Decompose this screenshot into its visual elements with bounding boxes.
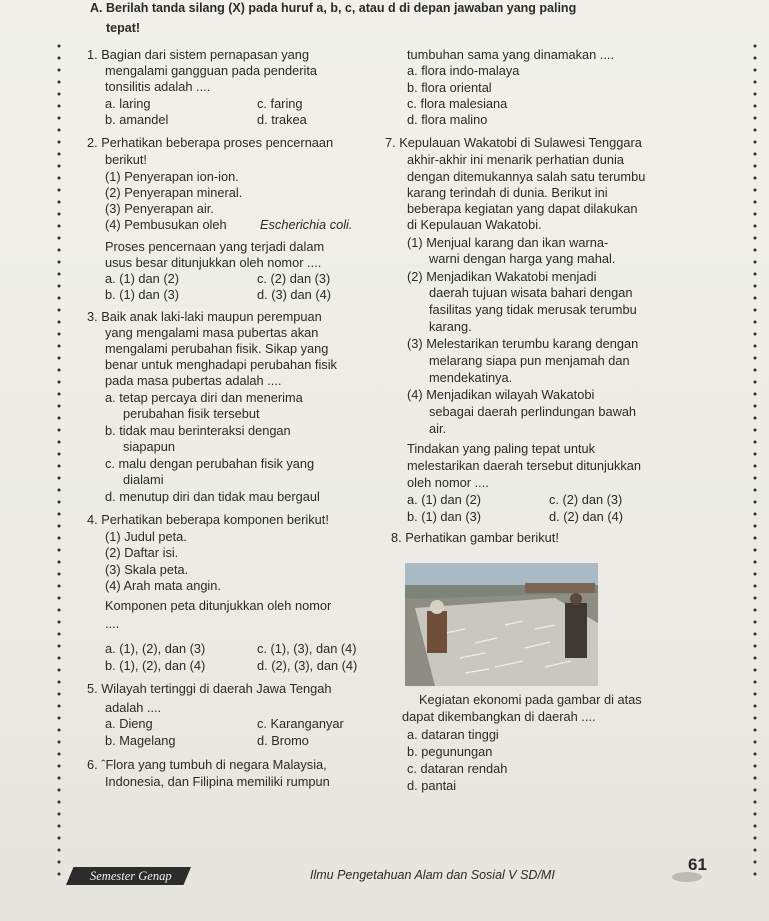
left-text-line: .... — [105, 616, 120, 631]
right-text-line: Kegiatan ekonomi pada gambar di atas — [419, 692, 642, 707]
right-text-line: a. dataran tinggi — [407, 727, 499, 742]
left-text-line: mengalami perubahan fisik. Sikap yang — [105, 341, 329, 356]
left-text-line: d. Bromo — [257, 733, 309, 748]
right-text-line: c. (2) dan (3) — [549, 492, 623, 507]
footer-semester: Semester Genap — [90, 869, 172, 883]
section-letter: A. — [90, 1, 103, 15]
right-text-line: a. (1) dan (2) — [407, 492, 481, 507]
left-text-line: a. laring — [105, 96, 151, 111]
section-instruction-cont: tepat! — [106, 21, 141, 35]
left-text-line: d. menutup diri dan tidak mau bergaul — [105, 489, 320, 504]
left-text-line: a. (1), (2), dan (3) — [105, 641, 206, 656]
right-text-line: air. — [429, 421, 447, 436]
left-text-line: pada masa pubertas adalah .... — [105, 373, 282, 388]
left-margin-dots — [56, 40, 62, 881]
right-text-line: a. flora indo-malaya — [407, 63, 520, 78]
right-text-line: mendekatinya. — [429, 370, 513, 385]
right-text-line: d. flora malino — [407, 112, 488, 127]
left-text-line: a. (1) dan (2) — [105, 271, 179, 286]
right-text-line: sebagai daerah perlindungan bawah — [429, 404, 637, 419]
right-text-line: warni dengan harga yang mahal. — [429, 251, 616, 266]
right-text-line: b. (1) dan (3) — [407, 509, 481, 524]
right-text-line: d. pantai — [407, 778, 457, 793]
right-text-line: c. flora malesiana — [407, 96, 508, 111]
left-text-line: siapapun — [123, 439, 175, 454]
left-text-line: d. trakea — [257, 112, 307, 127]
left-text-line: (3) Skala peta. — [105, 562, 189, 577]
left-text-line: (4) Pembusukan oleh — [105, 217, 227, 232]
footer-book-title: Ilmu Pengetahuan Alam dan Sosial V SD/MI — [310, 868, 555, 882]
escherichia-coli-italic: Escherichia coli. — [260, 217, 353, 232]
section-header — [90, 0, 730, 36]
left-text-line: Komponen peta ditunjukkan oleh nomor — [105, 598, 332, 613]
right-text-line: (1) Menjual karang dan ikan warna- — [407, 235, 609, 250]
left-text-line: tonsilitis adalah .... — [105, 79, 211, 94]
left-text-line: adalah .... — [105, 700, 162, 715]
right-text-line: 8. Perhatikan gambar berikut! — [391, 530, 559, 545]
left-text-line: b. amandel — [105, 112, 169, 127]
left-text-line: a. tetap percaya diri dan menerima — [105, 390, 303, 405]
left-text-line: 5. Wilayah tertinggi di daerah Jawa Tengah — [87, 681, 332, 696]
right-text-line: dengan ditemukannya salah satu terumbu — [407, 169, 646, 184]
left-text-line: perubahan fisik tersebut — [123, 406, 260, 421]
right-text-line: melestarikan daerah tersebut ditunjukkan — [407, 458, 642, 473]
right-text-line: tumbuhan sama yang dinamakan .... — [407, 47, 615, 62]
left-text-line: b. (1), (2), dan (4) — [105, 658, 206, 673]
left-text-line: b. (1) dan (3) — [105, 287, 179, 302]
fish-drying-photo — [405, 563, 598, 686]
right-text-line: c. dataran rendah — [407, 761, 508, 776]
right-text-line: di Kepulauan Wakatobi. — [407, 217, 542, 232]
left-text-line: c. Karanganyar — [257, 716, 344, 731]
left-text-line: (2) Penyerapan mineral. — [105, 185, 243, 200]
left-text-line: d. (2), (3), dan (4) — [257, 658, 358, 673]
right-text-line: 7. Kepulauan Wakatobi di Sulawesi Tenggara — [385, 135, 642, 150]
left-text-line: c. (2) dan (3) — [257, 271, 331, 286]
right-text-line: b. flora oriental — [407, 80, 492, 95]
right-text-line: beberapa kegiatan yang dapat dilakukan — [407, 201, 638, 216]
right-text-line: (2) Menjadikan Wakatobi menjadi — [407, 269, 597, 284]
left-text-line: (3) Penyerapan air. — [105, 201, 214, 216]
right-margin-dots — [752, 40, 758, 881]
page-footer — [66, 865, 746, 887]
right-text-line: oleh nomor .... — [407, 475, 489, 490]
right-text-line: d. (2) dan (4) — [549, 509, 623, 524]
right-text-line: (4) Menjadikan wilayah Wakatobi — [407, 387, 595, 402]
right-text-line: melarang siapa pun menjamah dan — [429, 353, 630, 368]
right-text-line: dapat dikembangkan di daerah .... — [402, 709, 596, 724]
left-text-line: b. tidak mau berinteraksi dengan — [105, 423, 291, 438]
left-text-line: 1. Bagian dari sistem pernapasan yang — [87, 47, 309, 62]
left-text-line: usus besar ditunjukkan oleh nomor .... — [105, 255, 322, 270]
right-text-line: karang terindah di dunia. Berikut ini — [407, 185, 608, 200]
right-text-line: fasilitas yang tidak merusak terumbu — [429, 302, 637, 317]
left-text-line: Indonesia, dan Filipina memiliki rumpun — [105, 774, 330, 789]
left-text-line: d. (3) dan (4) — [257, 287, 331, 302]
left-text-line: dialami — [123, 472, 164, 487]
left-text-line: 6. ˆFlora yang tumbuh di negara Malaysia, — [87, 757, 327, 772]
left-text-line: mengalami gangguan pada penderita — [105, 63, 318, 78]
fish-drying-illustration — [405, 563, 598, 686]
left-text-line: benar untuk menghadapi perubahan fisik — [105, 357, 337, 372]
left-text-line: (2) Daftar isi. — [105, 545, 179, 560]
left-text-line: 4. Perhatikan beberapa komponen berikut! — [87, 512, 329, 527]
left-text-line: b. Magelang — [105, 733, 176, 748]
right-text-line: karang. — [429, 319, 472, 334]
left-text-line: (1) Penyerapan ion-ion. — [105, 169, 239, 184]
left-text-line: Proses pencernaan yang terjadi dalam — [105, 239, 325, 254]
left-text-line: a. Dieng — [105, 716, 153, 731]
section-instruction: Berilah tanda silang (X) pada huruf a, b, c, atau d di depan jawaban yang paling — [105, 1, 577, 15]
right-text-line: akhir-akhir ini menarik perhatian dunia — [407, 152, 624, 167]
right-text-line: daerah tujuan wisata bahari dengan — [429, 285, 633, 300]
right-text-line: (3) Melestarikan terumbu karang dengan — [407, 336, 639, 351]
right-text-line: Tindakan yang paling tepat untuk — [407, 441, 596, 456]
page-number: 61 — [688, 855, 707, 874]
left-text-line: (1) Judul peta. — [105, 529, 187, 544]
left-text-line: 3. Baik anak laki-laki maupun perempuan — [87, 309, 322, 324]
right-text-line: b. pegunungan — [407, 744, 493, 759]
left-text-line: berikut! — [105, 152, 147, 167]
left-text-line: 2. Perhatikan beberapa proses pencernaan — [87, 135, 334, 150]
left-text-line: c. (1), (3), dan (4) — [257, 641, 357, 656]
left-text-line: yang mengalami masa pubertas akan — [105, 325, 319, 340]
left-text-line: c. faring — [257, 96, 303, 111]
left-text-line: (4) Arah mata angin. — [105, 578, 221, 593]
left-text-line: c. malu dengan perubahan fisik yang — [105, 456, 315, 471]
